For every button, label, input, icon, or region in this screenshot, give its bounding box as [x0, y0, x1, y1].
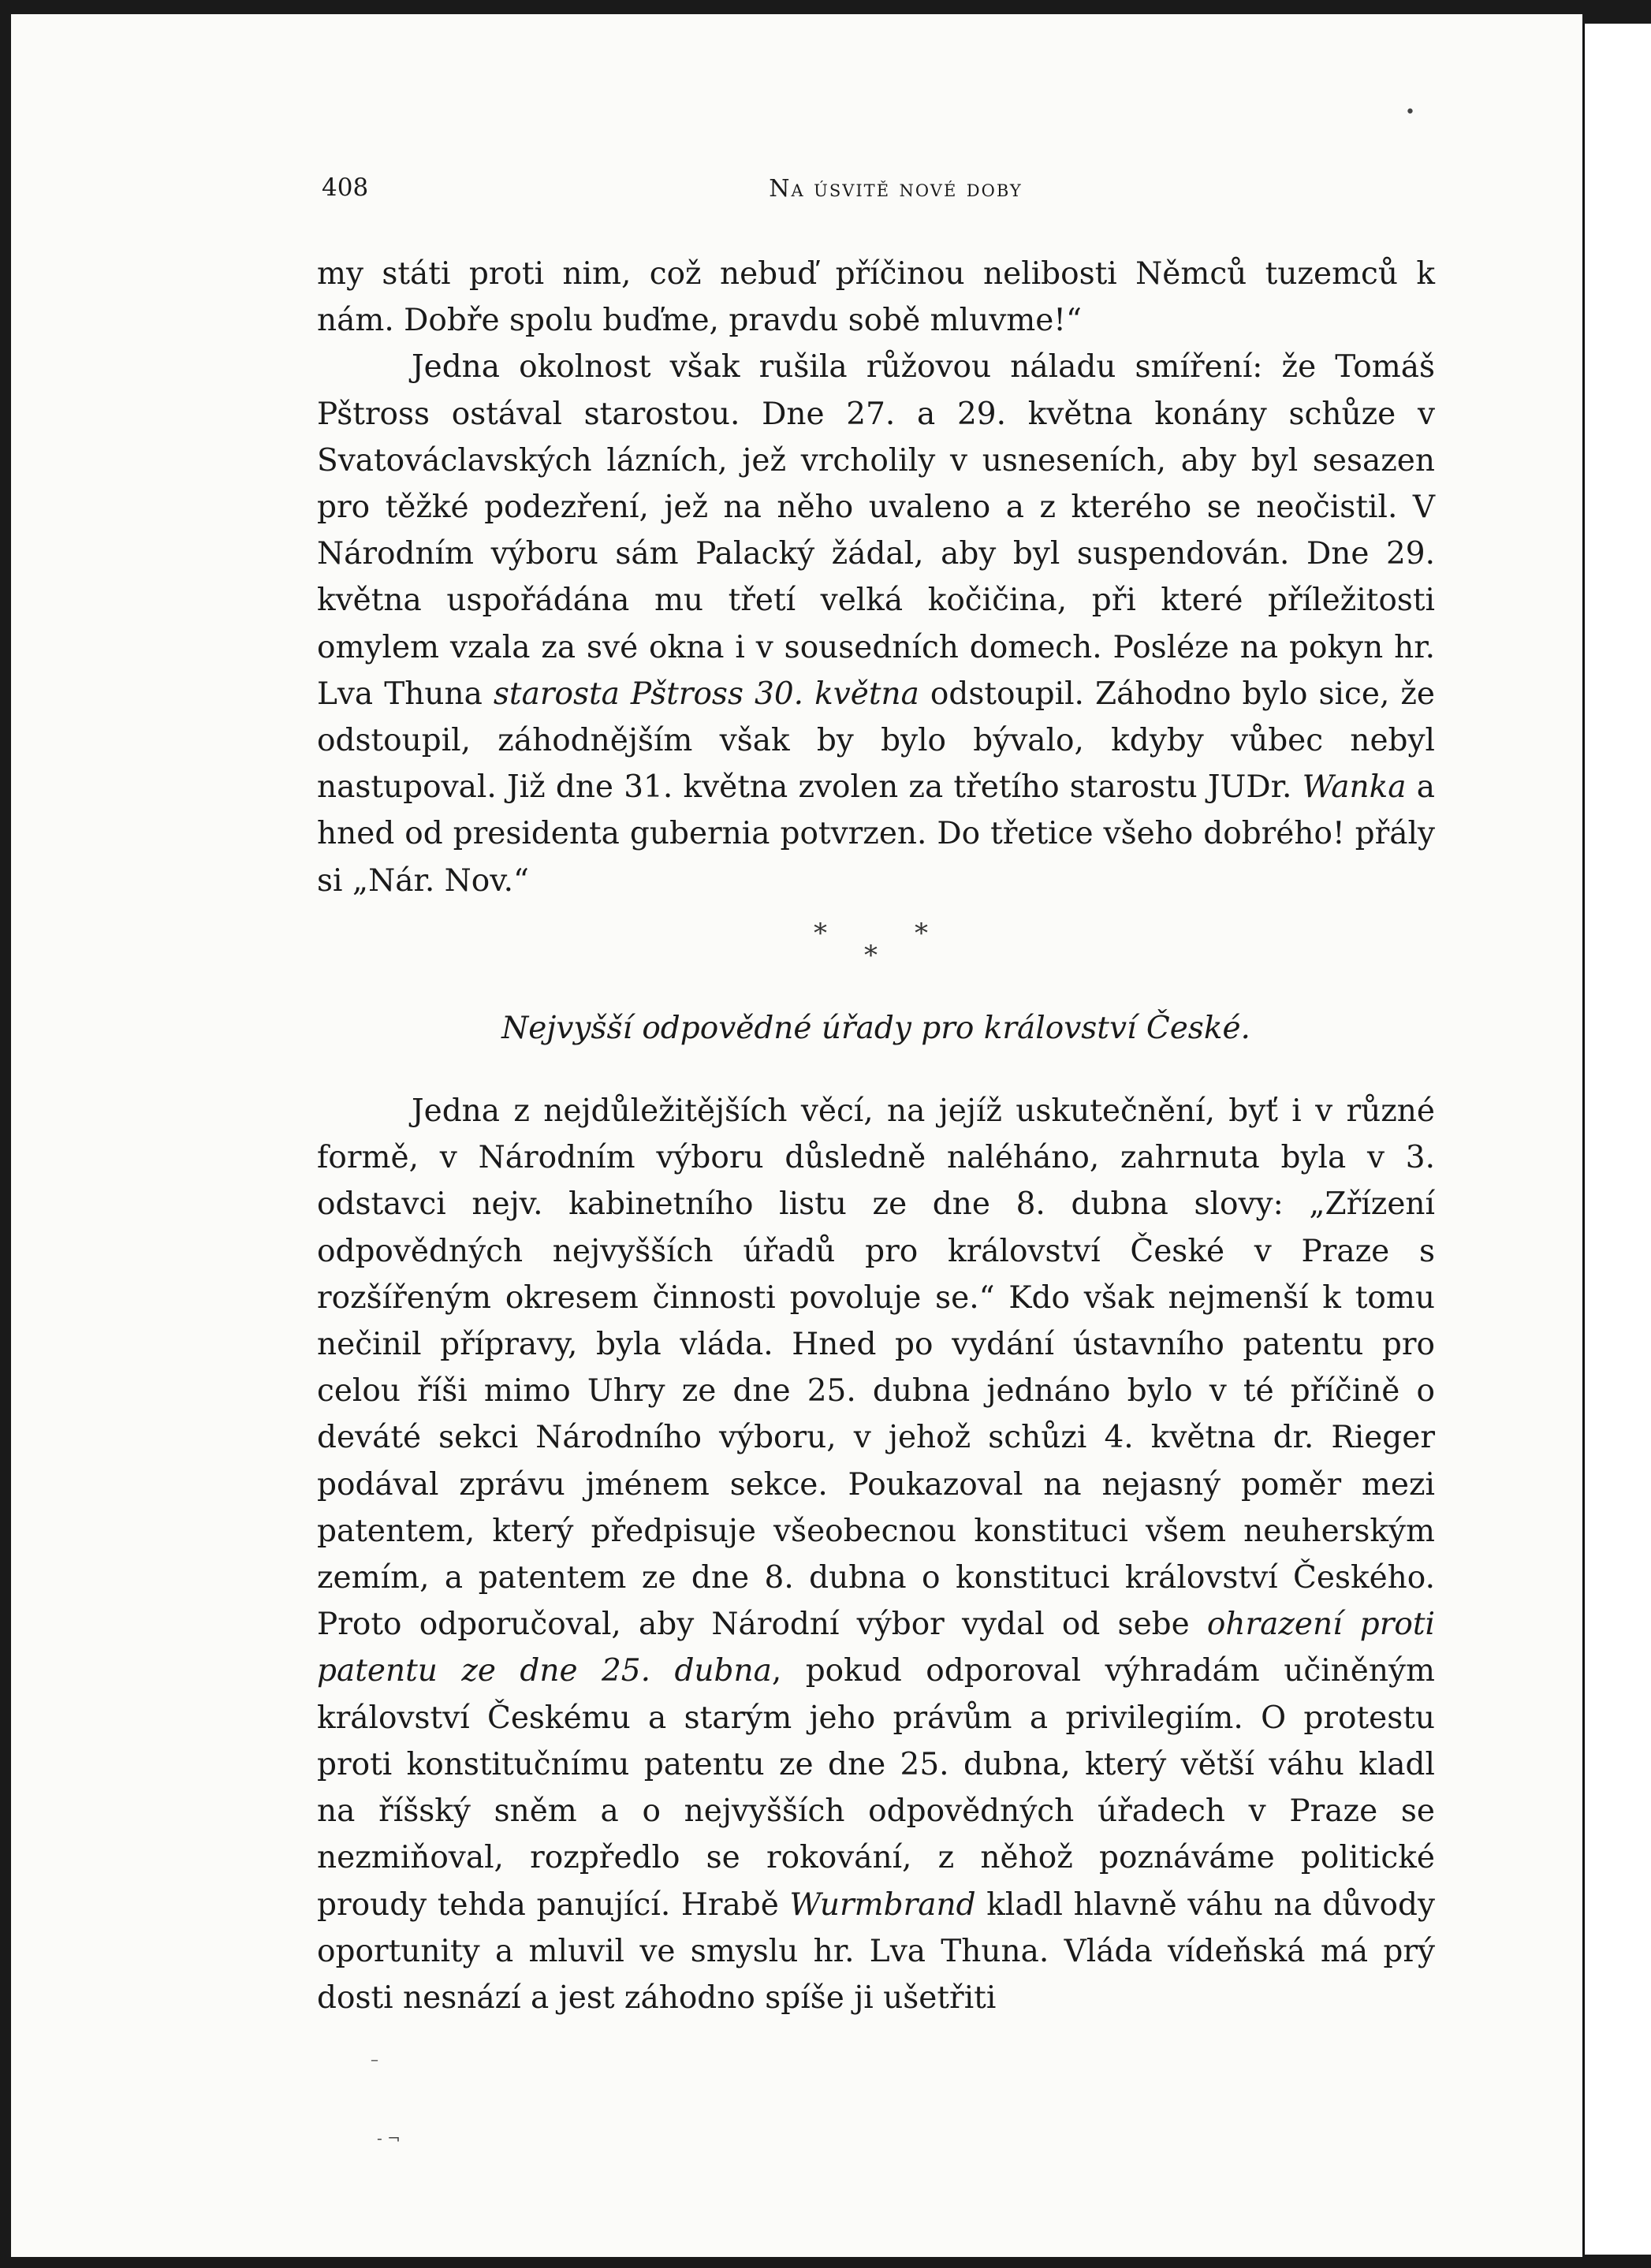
- section-separator: [317, 904, 1435, 983]
- scan-speck: •: [1405, 102, 1415, 122]
- scan-speck: - ¬: [377, 2128, 401, 2147]
- separator-star: *: [915, 917, 928, 949]
- italic-name: Wurmbrand: [789, 1886, 976, 1923]
- paragraph-text: Jedna okolnost však rušila růžovou náladu smíření: že Tomáš Pštross ostával starostou. Dne 27. a 29. května konány schůze v Svatováclavských lázních, jež vrcholily v usneseních, aby byl sesazen pro těžké podezření, jež na něho uvaleno a z kterého se neočistil. V Národním výboru sám Palacký žádal, aby byl suspendován. Dne 29. května uspořádána mu třetí velká kočičina, při které příležitosti omylem vzala za své okna i v sousedních domech. Posléze na pokyn hr. Lva Thuna: [317, 349, 1435, 712]
- italic-name: Wanka: [1302, 769, 1407, 806]
- paragraph-pstross: [317, 344, 1435, 903]
- separator-star: *: [864, 939, 878, 971]
- paragraph-text: Jedna z nejdůležitějších věcí, na jejíž uskutečnění, byť i v různé formě, v Národním výboru důsledně naléháno, zahrnuta byla v 3. odstavci nejv. kabinetního listu ze dne 8. dubna slovy: „Zřízení odpovědných nejvyšších úřadů pro království České v Praze s rozšířeným okresem činnosti povoluje se.“ Kdo však nejmenší k tomu nečinil přípravy, byla vláda. Hned po vydání ústavního patentu pro celou říši mimo Uhry ze dne 25. dubna jednáno bylo v té příčině o deváté sekci Národního výboru, v jehož schůzi 4. května dr. Rieger podával zprávu jménem sekce. Poukazoval na nejasný poměr mezi patentem, který předpisuje všeobecnou konstituci všem neuherským zemím, a patentem ze dne 8. dubna o konstituci království Českého. Proto odporučoval, aby Národní výbor vydal od sebe: [317, 1093, 1435, 1643]
- page-number: 408: [322, 173, 369, 202]
- scan-edge-strip: [1582, 24, 1651, 2255]
- paragraph-text: a hned od presidenta gubernia potvrzen. Do třetice všeho dobrého! přály si „Nár. Nov.“: [317, 769, 1435, 899]
- body-text: [317, 251, 1435, 2021]
- paragraph-offices: [317, 1088, 1435, 2021]
- paragraph-text: odstoupil. Záhodno bylo sice, že odstoupil, záhodnějším však by bylo bývalo, kdyby vůbec nebyl nastupoval. Již dne 31. května zvolen za třetího starostu JUDr.: [317, 676, 1436, 806]
- page-header: [312, 158, 1455, 205]
- italic-phrase: starosta Pštross 30. května: [493, 676, 919, 712]
- scan-speck: –: [371, 2050, 378, 2069]
- section-heading: Nejvyšší odpovědné úřady pro království České.: [501, 1010, 1250, 1046]
- paragraph-text: kladl hlavně váhu na důvody oportunity a mluvil ve smyslu hr. Lva Thuna. Vláda vídeňská má prý dosti nesnází a jest záhodno spíše ji ušetřiti: [317, 1886, 1435, 2016]
- paragraph-text: , pokud odporoval výhradám učiněným království Českému a starým jeho právům a privilegiím. O protestu proti konstitučnímu patentu ze dne 25. dubna, který větší váhu kladl na říšský sněm a o nejvyšších odpovědných úřadech v Praze se nezmiňoval, rozpředlo se rokování, z něhož poznáváme politické proudy tehda panující. Hrabě: [317, 1653, 1435, 1923]
- continuation-paragraph: my státi proti nim, což nebuď příčinou nelibosti Němců tuzemců k nám. Dobře spolu buďme, pravdu sobě mluvme!“: [317, 256, 1435, 339]
- separator-star: *: [814, 917, 827, 949]
- italic-phrase: ohrazení proti patentu ze dne 25. dubna: [317, 1607, 1435, 1689]
- running-title: Na úsvitě nové doby: [769, 175, 1023, 203]
